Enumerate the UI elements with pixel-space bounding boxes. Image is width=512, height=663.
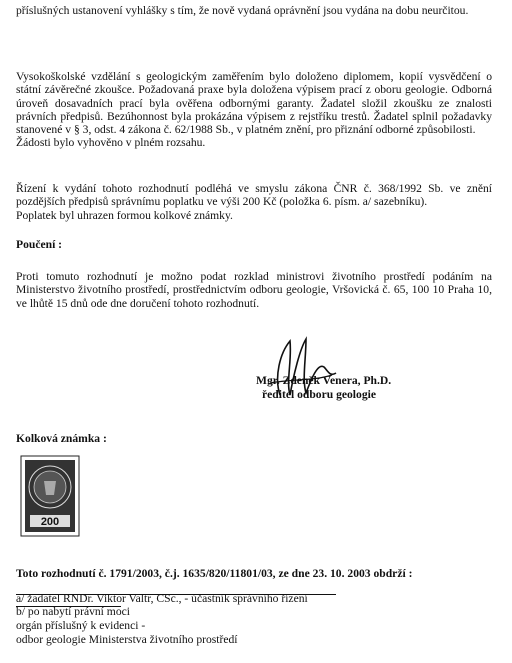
granted-text: Žádosti bylo vyhověno v plném rozsahu. [16,136,206,150]
stamp-value: 200 [40,516,60,528]
paragraph-education [16,70,492,150]
exam-text: Žadatel složil zkoušku ze znalosti právních předpisů. Bezúhonnost byla prokázána výpisem z rejstříku trestů. Žadatel splnil požadavky stanovené v § 3, odst. 4 zákona č. 62/1988 Sb., v platném znění, pro přiznání odborné způsobilosti. [16,96,492,137]
revenue-stamp [20,455,80,537]
signatory-name: Mgr. Zdeněk Venera, Ph.D. [256,374,392,387]
signatory-title: ředitel odboru geologie [262,387,376,401]
distribution-line: Toto rozhodnutí č. 1791/2003, č.j. 1635/820/11801/03, ze dne 23. 10. 2003 obdrží : [16,567,413,580]
signatory-block [256,374,391,401]
recipient-a: a/ žadatel RNDr. Viktor Valtr, CSc., - účastník správního řízení [16,592,308,605]
stamp-label: Kolková známka : [16,432,107,445]
instruction-heading: Poučení : [16,238,63,251]
fee-paid-text: Poplatek byl uhrazen formou kolkové známky. [16,208,233,222]
paragraph-instruction: Proti tomuto rozhodnutí je možno podat rozklad ministrovi životního prostředí podáním na Ministerstvo životního prostředí, prostřednictvím odboru geologie, Vršovická č. 65, 100 10 Praha 10, ve lhůtě 15 dnů ode dne doručení tohoto rozhodnutí. [16,270,492,310]
fee-text: Řízení k vydání tohoto rozhodnutí podléhá ve smyslu zákona ČNR č. 368/1992 Sb. ve znění pozdějších předpisů správnímu poplatku ve výši 200 Kč (položka 6. písm. a/ sazebníku). [16,182,492,209]
paragraph-validity: příslušných ustanovení vyhlášky s tím, že nově vydaná oprávnění jsou vydána na dobu neurčitou. [16,4,469,17]
education-text: Vysokoškolské vzdělání s geologickým zaměřením bylo doloženo diplomem, kopií vysvědčení o státní závěrečné zkoušce. Požadovaná praxe byla doložena výpisem prací z oboru geologie. Odborná úroveň dosavadních prací byla ověřena odbornými garanty. [16,70,492,110]
recipient-b-line3: odbor geologie Ministerstva životního prostředí [16,633,238,646]
paragraph-fee [16,182,492,222]
recipient-b-line2: orgán příslušný k evidenci - [16,619,146,632]
recipient-b: b/ po nabytí právní moci [16,605,130,618]
